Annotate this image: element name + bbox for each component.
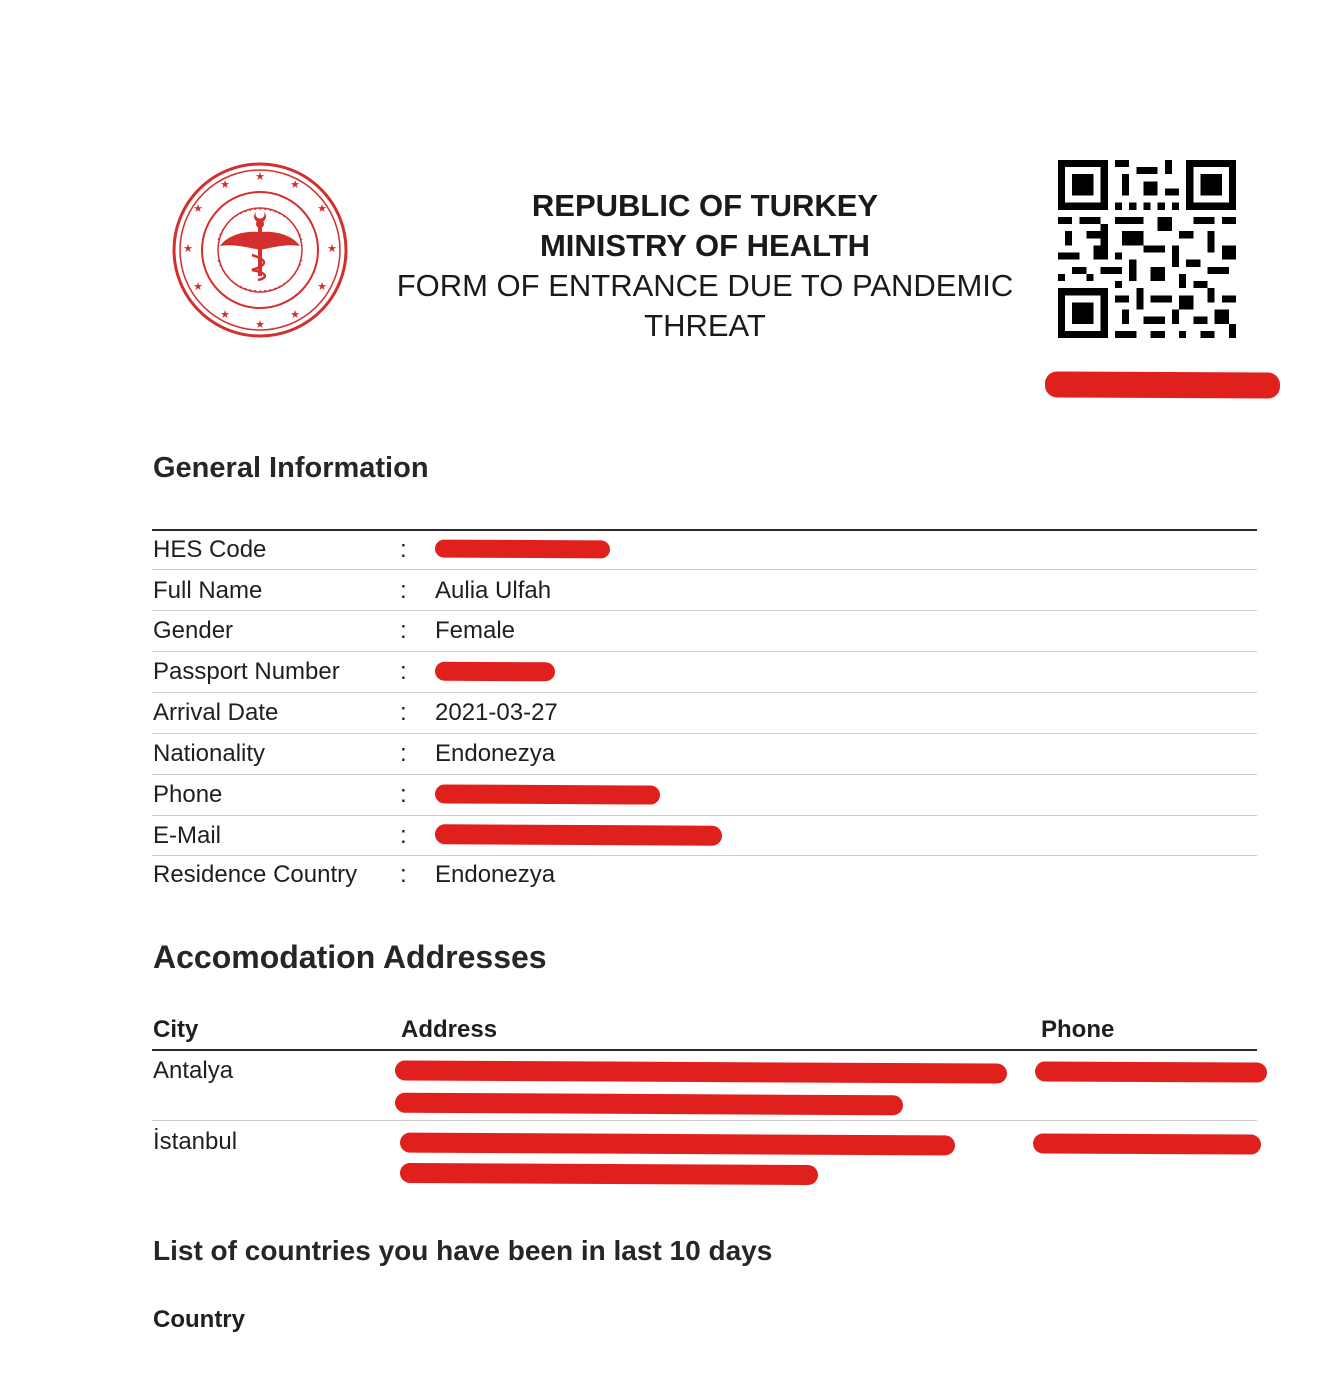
svg-text:★: ★ <box>193 202 203 215</box>
general-table-top-rule <box>152 529 1257 531</box>
email-redaction <box>435 824 722 846</box>
header-form-title: FORM OF ENTRANCE DUE TO PANDEMIC <box>396 268 1014 303</box>
qr-id-redaction <box>1045 371 1280 398</box>
row-divider <box>152 610 1257 611</box>
passport-number-redaction <box>435 662 555 682</box>
svg-text:★: ★ <box>255 170 265 183</box>
full-name-colon: : <box>400 577 407 604</box>
svg-text:★: ★ <box>193 280 203 293</box>
residence-country-label: Residence Country <box>153 861 358 888</box>
phone-colon: : <box>400 781 407 808</box>
address-redaction <box>400 1133 955 1156</box>
residence-country-value: Endonezya <box>435 861 556 888</box>
svg-text:★: ★ <box>317 280 327 293</box>
address-column-header: Address <box>401 1016 498 1043</box>
row-divider <box>152 733 1257 734</box>
gender-label: Gender <box>153 617 234 644</box>
hes-code-redaction <box>435 540 610 559</box>
phone-column-header: Phone <box>1041 1016 1115 1043</box>
arrival-date-colon: : <box>400 699 407 726</box>
accommodation-header-rule <box>152 1049 1257 1051</box>
address-redaction <box>395 1093 903 1116</box>
hes-code-colon: : <box>400 536 407 563</box>
countries-title: List of countries you have been in last 10 days <box>153 1235 773 1266</box>
arrival-date-value: 2021-03-27 <box>435 699 558 726</box>
email-label: E-Mail <box>153 822 222 849</box>
header-country: REPUBLIC OF TURKEY <box>531 188 879 223</box>
row-divider <box>152 569 1257 570</box>
arrival-date-label: Arrival Date <box>153 699 279 726</box>
accommodation-title: Accomodation Addresses <box>153 939 547 975</box>
row-divider <box>152 774 1257 775</box>
nationality-label: Nationality <box>153 740 266 767</box>
hes-code-label: HES Code <box>153 536 267 563</box>
residence-country-colon: : <box>400 861 407 888</box>
svg-text:★: ★ <box>290 308 300 321</box>
phone-label: Phone <box>153 781 223 808</box>
qr-code-icon <box>1058 160 1236 338</box>
accommodation-city: İstanbul <box>153 1128 238 1155</box>
svg-text:★: ★ <box>220 308 230 321</box>
passport-number-colon: : <box>400 658 407 685</box>
nationality-colon: : <box>400 740 407 767</box>
ministry-of-health-seal-icon <box>170 160 350 340</box>
row-divider <box>152 855 1257 856</box>
phone-redaction <box>1035 1061 1267 1082</box>
svg-text:★: ★ <box>220 178 230 191</box>
svg-text:★: ★ <box>183 242 193 255</box>
phone-redaction <box>435 784 660 804</box>
address-redaction <box>400 1163 818 1185</box>
nationality-value: Endonezya <box>435 740 556 767</box>
passport-number-label: Passport Number <box>153 658 340 685</box>
general-information-title: General Information <box>153 452 429 484</box>
phone-redaction <box>1033 1133 1261 1154</box>
full-name-value: Aulia Ulfah <box>435 577 552 604</box>
row-divider <box>152 815 1257 816</box>
accommodation-city: Antalya <box>153 1057 234 1084</box>
gender-colon: : <box>400 617 407 644</box>
email-colon: : <box>400 822 407 849</box>
svg-text:★: ★ <box>255 318 265 331</box>
country-column-header: Country <box>153 1306 245 1333</box>
city-column-header: City <box>153 1016 199 1043</box>
gender-value: Female <box>435 617 516 644</box>
address-redaction <box>395 1060 1007 1083</box>
row-divider <box>152 651 1257 652</box>
svg-text:★: ★ <box>290 178 300 191</box>
full-name-label: Full Name <box>153 577 263 604</box>
row-divider <box>152 692 1257 693</box>
svg-text:★: ★ <box>317 202 327 215</box>
header-ministry: MINISTRY OF HEALTH <box>539 228 871 263</box>
header-form-title-line2: THREAT <box>644 308 766 343</box>
row-divider <box>152 1120 1257 1121</box>
svg-text:★: ★ <box>327 242 337 255</box>
